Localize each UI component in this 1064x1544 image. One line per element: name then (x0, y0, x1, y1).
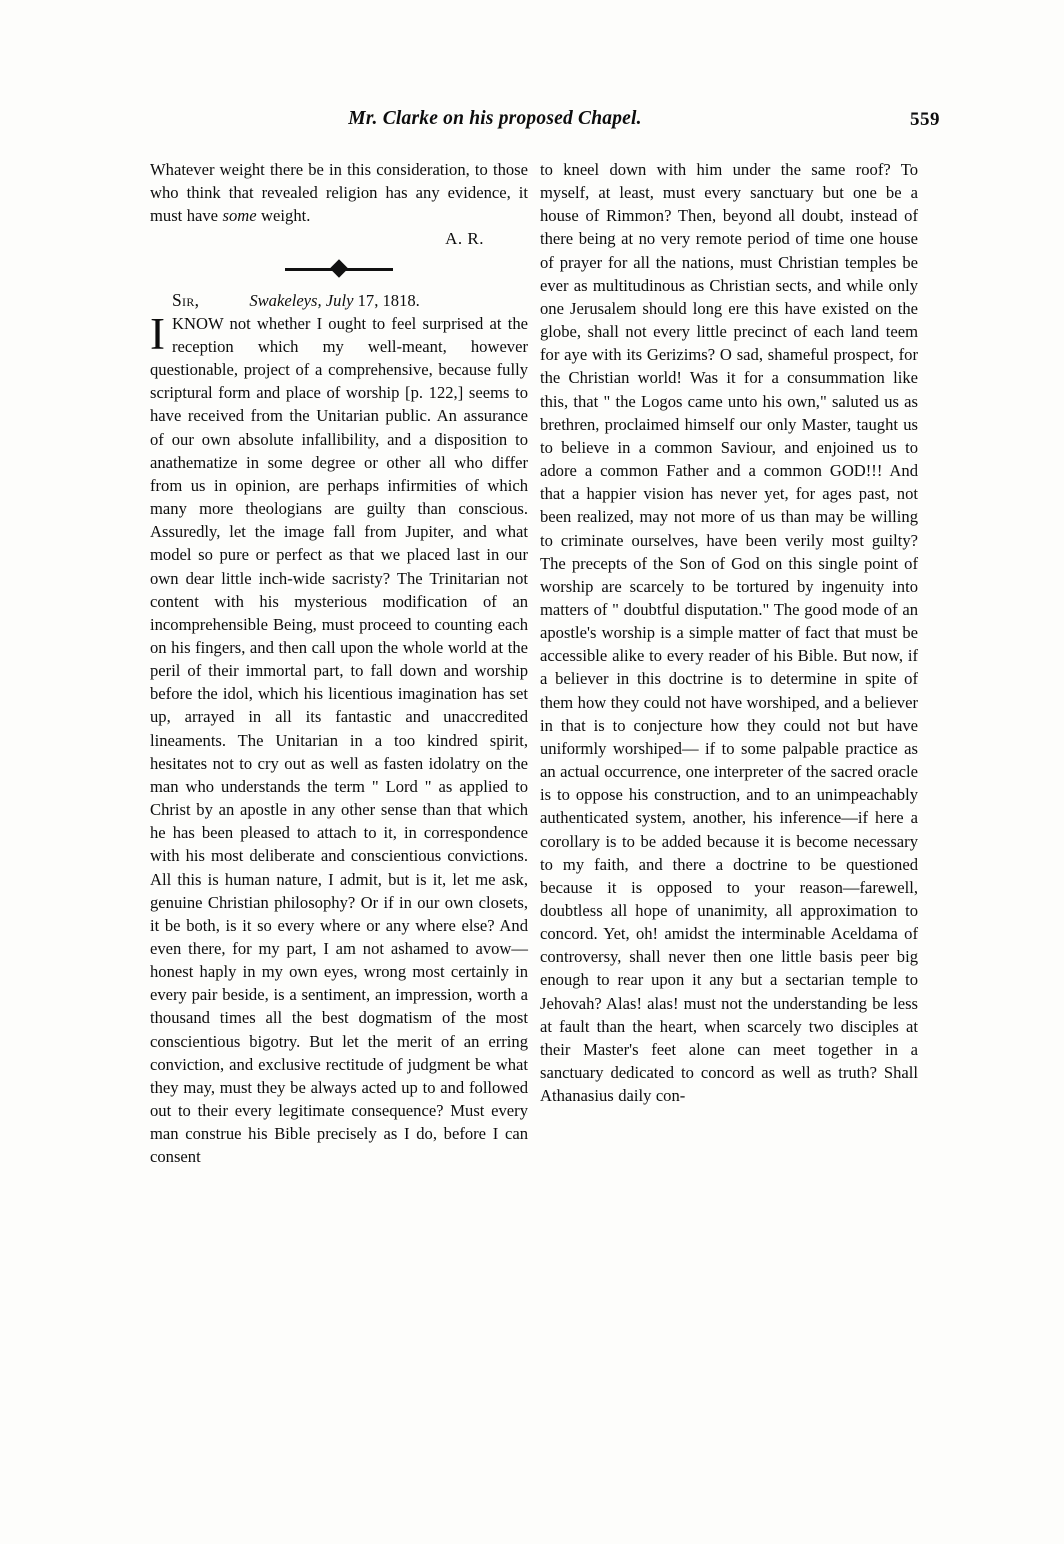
section-divider (150, 253, 528, 285)
page-number: 559 (910, 109, 940, 130)
page-title: Mr. Clarke on his proposed Chapel. (348, 108, 642, 129)
closing-paragraph (150, 158, 528, 227)
two-column-body (150, 158, 940, 1169)
running-head (150, 108, 940, 142)
right-column (540, 158, 918, 1169)
closing-paragraph-emphasis: some (222, 206, 257, 226)
letter-place: Swakeleys, July (249, 290, 354, 310)
letter-salutation: Sir, (172, 289, 200, 310)
letter-body: KNOW not whether I ought to feel surprised at the reception which my well-meant, however questionable, project of a comprehensive, because fully scriptural form and place of worship [p. 122,] seems to have received from the Unitarian public. An assurance of our own absolute infallibility, and a disposition to anathematize in some degree or other all who differ from us in opinion, are perhaps infirmities of which many more theologians are guilty than conscious. Assuredly, let the image fall from Jupiter, and what model so pure or perfect as that we placed last in our own dear little inch-wide sacristy? The Trinitarian not content with his mysterious modification of an incomprehensible Being, must proceed to counting each on his fingers, and then call upon the whole world at the peril of their immortal part, to fall down and worship before the idol, which his licentious imagination has set up, arrayed in all its fantastic and unaccredited lineaments. The Unitarian in a too kindred spirit, hesitates not to cry out as well as fasten idolatry on the man who understands the term " Lord " as applied to Christ by an apostle in any other sense than that which he has been pleased to attach to it, in correspondence with his most deliberate and conscientious convictions. All this is human nature, I admit, but is it, let me ask, genuine Christian philosophy? Or if in our own closets, it be both, is it so every where or any where else? And even there, for my part, I am not ashamed to avow— honest haply in my own eyes, wrong most certainly in every pair beside, is a sentiment, an impression, worth a thousand times all the best dogmatism of the most conscientious bigotry. But let the merit of an erring conviction, and exclusive rectitude of judgment be what they may, must they be always acted up to and followed out to their every legitimate consequence? Must every man construe his Bible precisely as I do, before I can consent (150, 313, 528, 1167)
right-column-body: to kneel down with him under the same roof? To myself, at least, must every sanctuary but one be a house of Rimmon? Then, beyond all doubt, instead of there being at no very remote period of time one house of prayer for all the nations, must Christian temples be ever as multitudinous as Christian sects, and while only one Jerusalem should long ere this have existed on the globe, shall not every little precinct of each land teem for aye with its Gerizims? O sad, shameful prospect, for the Christian world! Was it for a consummation like this, that " the Logos came unto his own," saluted us as brethren, proclaimed himself our only Master, taught us to believe in a common Saviour, and enjoined us to adore a common Father and a common GOD!!! And that a happier vision has never yet, for ages past, not been realized, may not more of us than may be willing to criminate ourselves, have been verily most guilty? The precepts of the Son of God on this single point of worship are scarcely to be tortured by ingenuity into matters of " doubtful disputation." The good mode of an apostle's worship is a simple matter of fact that must be accessible alike to every reader of his Bible. But now, if a believer in this doctrine is to determine in spite of them how they could not have worshiped, and a believer in that is to conjecture how they could not but have uniformly worshiped— if to some palpable practice as an actual occurrence, one interpreter of the sacred oracle is to oppose his construction, and to an unimpeachably authenticated system, another, his inference—if here a corollary is to be added because it is become necessary to my faith, and there a doctrine to be questioned because it is opposed to your reason—farewell, doubtless all hope of unanimity, all approximation to concord. Yet, oh! amidst the interminable Aceldama of controversy, shall never then one little basis peer big enough to rear upon it any but a sectarian temple to Jehovah? Alas! alas! must not the understanding be less at fault than the heart, when scarcely two disciples at their Master's feet alone can meet together in a sanctuary dedicated to concord as well as truth? Shall Athanasius daily con- (540, 160, 918, 1106)
diamond-ornament-icon (330, 259, 348, 277)
letter-dateline (150, 289, 528, 312)
closing-paragraph-text-a: Whatever weight there be in this consideration, to those who think that revealed religion has any evidence, it must have (150, 160, 528, 226)
left-column (150, 158, 528, 1169)
letter-body-block (150, 308, 528, 1169)
signature: A. R. (445, 229, 484, 249)
letter-date: 17, 1818. (357, 290, 420, 310)
drop-cap: I (150, 308, 165, 359)
closing-paragraph-text-b: weight. (256, 206, 311, 226)
